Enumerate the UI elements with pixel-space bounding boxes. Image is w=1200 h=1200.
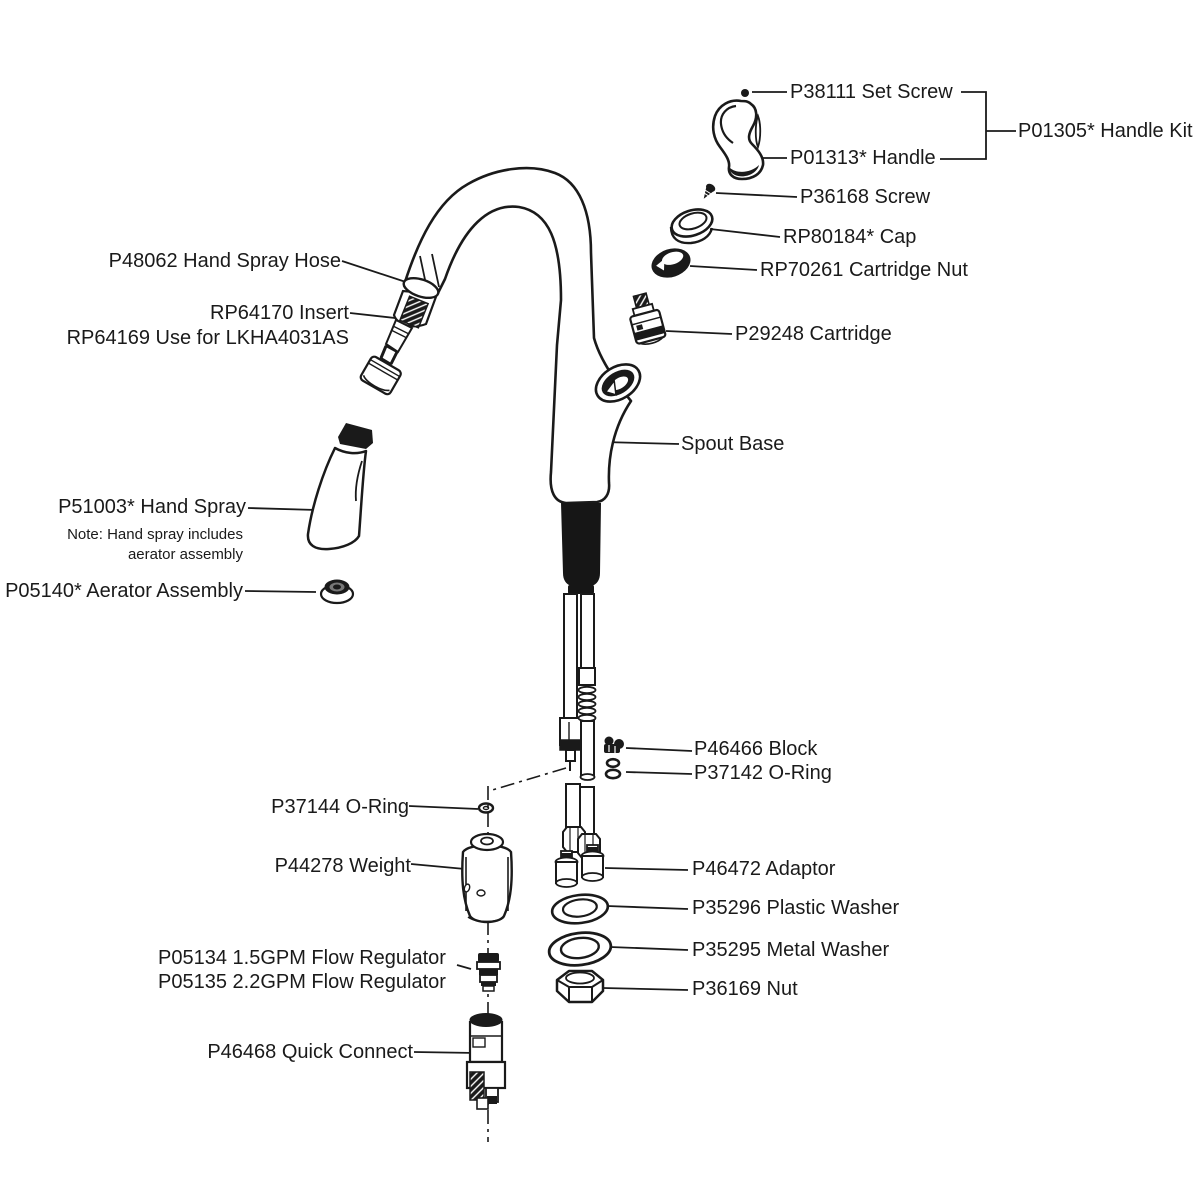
label-flow-regulator-2: P05135 2.2GPM Flow Regulator xyxy=(158,971,446,993)
leader-screw xyxy=(716,193,797,197)
label-metal-washer: P35295 Metal Washer xyxy=(692,939,890,961)
leader-cartridge-nut xyxy=(690,266,757,270)
leader-weight xyxy=(411,864,465,869)
hand-spray xyxy=(308,423,373,549)
label-cartridge-nut: RP70261 Cartridge Nut xyxy=(760,259,968,281)
metal-washer xyxy=(547,929,612,968)
label-hand-spray-note-1: Note: Hand spray includes xyxy=(67,526,243,543)
label-hand-spray-note-2: aerator assembly xyxy=(127,546,243,563)
label-set-screw: P38111 Set Screw xyxy=(790,81,953,103)
supply-tubes xyxy=(560,594,596,780)
leader-quick-connect xyxy=(414,1052,477,1053)
label-quick-connect: P46468 Quick Connect xyxy=(207,1041,413,1063)
cap xyxy=(668,205,716,243)
ferrule xyxy=(359,355,402,395)
label-o-ring-lower: P37144 O-Ring xyxy=(271,796,409,818)
label-insert: RP64170 Insert xyxy=(210,302,349,324)
label-flow-regulator-1: P05134 1.5GPM Flow Regulator xyxy=(158,947,446,969)
label-aerator: P05140* Aerator Assembly xyxy=(5,580,243,602)
leader-adaptor xyxy=(605,868,688,870)
label-hand-spray-hose: P48062 Hand Spray Hose xyxy=(108,250,341,272)
label-insert-alt: RP64169 Use for LKHA4031AS xyxy=(66,327,349,349)
leader-plastic-washer xyxy=(607,906,688,909)
label-weight: P44278 Weight xyxy=(274,855,411,877)
label-handle: P01313* Handle xyxy=(790,147,936,169)
label-hand-spray: P51003* Hand Spray xyxy=(58,496,246,518)
weight xyxy=(462,834,511,922)
block xyxy=(604,737,624,754)
leader-cartridge xyxy=(666,331,732,334)
o-ring-37144 xyxy=(479,804,493,813)
label-cartridge: P29248 Cartridge xyxy=(735,323,892,345)
label-spout-base: Spout Base xyxy=(681,433,785,455)
handle xyxy=(713,101,763,179)
set-screw xyxy=(741,89,749,97)
aerator xyxy=(321,580,353,604)
leader-hand-spray xyxy=(248,508,317,510)
label-block: P46466 Block xyxy=(694,738,818,760)
leader-flow-regulator xyxy=(457,965,471,969)
cartridge xyxy=(625,291,667,347)
label-screw: P36168 Screw xyxy=(800,186,931,208)
leader-cap xyxy=(710,229,780,237)
nut xyxy=(557,971,603,1002)
flow-regulator xyxy=(477,953,500,991)
label-nut: P36169 Nut xyxy=(692,978,798,1000)
label-plastic-washer: P35296 Plastic Washer xyxy=(692,897,900,919)
label-handle-kit: P01305* Handle Kit xyxy=(1018,120,1193,142)
cartridge-nut xyxy=(648,244,695,283)
quick-connect xyxy=(467,1014,505,1110)
label-adaptor: P46472 Adaptor xyxy=(692,858,836,880)
leader-nut xyxy=(603,988,688,990)
spout-and-base xyxy=(405,168,631,503)
spout-grip xyxy=(561,503,601,594)
leader-metal-washer xyxy=(610,947,688,950)
plastic-washer xyxy=(551,892,610,927)
leader-o-ring-lower xyxy=(409,806,478,809)
label-cap: RP80184* Cap xyxy=(783,226,917,248)
leader-block xyxy=(626,748,692,751)
label-o-ring-upper: P37142 O-Ring xyxy=(694,762,832,784)
leader-spout-base xyxy=(603,442,679,444)
leader-o-ring-upper xyxy=(626,772,692,774)
screw xyxy=(700,182,717,201)
leader-aerator xyxy=(245,591,316,592)
o-rings-37142 xyxy=(606,759,620,778)
